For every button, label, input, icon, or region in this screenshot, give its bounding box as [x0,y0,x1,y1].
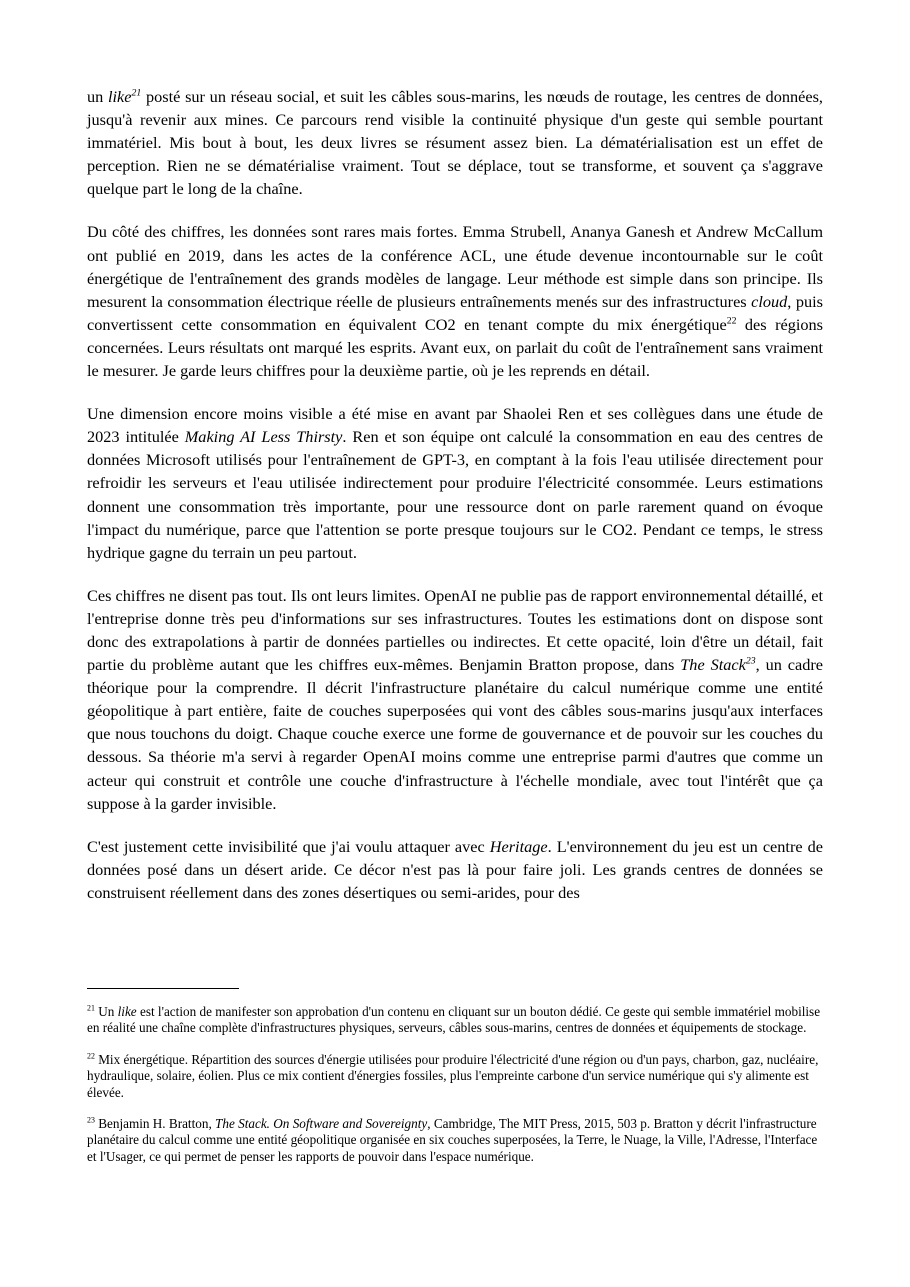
italic-text: Making AI Less Thirsty [184,427,343,447]
italic-text: like [117,1004,137,1019]
footnote-22 [87,1052,823,1101]
text-run: Mix énergétique. Répartition des sources d'énergie utilisées pour produire l'électricité d'une région ou d'un pays, charbon, gaz, nucléaire, hydraulique, solaire, éolien. Plus ce mix contient d'énergies fossiles, plus l'empreinte carbone d'un service numérique qui s'y alimente est élevée. [87,1051,819,1100]
text-run: Ces chiffres ne disent pas tout. Ils ont leurs limites. OpenAI ne publie pas de rapport environnemental détaillé, et l'entreprise donne très peu d'informations sur ses infrastructures. Toutes les estimations dont on dispose sont donc des extrapolations à partir de données partielles ou indirectes. Et cette opacité, loin d'être un détail, fait partie du problème autant que les chiffres eux-mêmes. Benjamin Bratton propose, dans [87,585,823,675]
text-run: , un cadre théorique pour la comprendre. Il décrit l'infrastructure planétaire du calcul numérique comme une entité géopolitique à part entière, faite de couches superposées qui vont des câbles sous-marins jusqu'aux interfaces que nous touchons du doigt. Chaque couche exerce une forme de gouvernance et de pouvoir sur les couches du dessous. Sa théorie m'a servi à regarder OpenAI moins comme une entreprise parmi d'autres que comme un acteur qui construit et contrôle une couche d'infrastructure à l'échelle mondiale, avec tout l'intérêt que ça suppose à la garder invisible. [87,655,824,813]
italic-text: Heritage [489,836,548,856]
text-run: . L'environnement du jeu est un centre de données posé dans un désert aride. Ce décor n'est pas là pour faire joli. Les grands centres de données se construisent réellement dans des zones désertiques ou semi-arides, pour des [87,836,823,902]
footnote-ref: 21 [131,87,142,99]
italic-text: cloud [751,291,788,311]
text-run: . Ren et son équipe ont calculé la consommation en eau des centres de données Microsoft utilisés pour l'entraînement de GPT-3, en comptant à la fois l'eau utilisée directement pour refroidir les serveurs et l'eau utilisée indirectement pour produire l'électricité consommée. Leurs estimations donnent une consommation très importante, pour une ressource dont on parle rarement quand on évoque l'impact du numérique, parce que l'attention se porte presque toujours sur le CO2. Pendant ce temps, le stress hydrique gagne du terrain un peu partout. [87,427,823,562]
text-run: Du côté des chiffres, les données sont rares mais fortes. Emma Strubell, Ananya Ganesh et Andrew McCallum ont publié en 2019, dans les actes de la conférence ACL, une étude devenue incontournable sur le coût énergétique de l'entraînement des grands modèles de langage. Leur méthode est simple dans son principe. Ils mesurent la consommation électrique réelle de plusieurs entraînements menés sur des infrastructures [87,222,823,311]
text-run: un [87,87,108,106]
text-run: Un [94,1004,118,1019]
paragraph-4 [87,584,823,815]
text-run: , Cambridge, The MIT Press, 2015, 503 p. Bratton y décrit l'infrastructure planétaire du calcul comme une entité géopolitique organisée en six couches superposées, la Terre, le Nuage, la Ville, l'Adresse, l'Interface et l'Usager, ce qui permet de penser les rapports de pouvoir dans l'espace numérique. [87,1116,818,1164]
text-run: posté sur un réseau social, et suit les câbles sous-marins, les nœuds de routage, les centres de données, jusqu'à revenir aux mines. Ce parcours rend visible la continuité physique d'un geste qui semble pourtant immatériel. Mis bout à bout, les deux livres se résument assez bien. La dématérialisation est un effet de perception. Rien ne se dématérialise vraiment. Tout se déplace, tout se transforme, et souvent ça s'aggrave quelque part le long de la chaîne. [87,87,823,199]
footnote-21 [87,1004,823,1037]
text-run: des régions concernées. Leurs résultats ont marqué les esprits. Avant eux, on parlait du coût de l'entraînement sans vraiment le mesurer. Je garde leurs chiffres pour la deuxième partie, où je les reprends en détail. [87,314,823,381]
italic-text: The Stack [680,655,746,675]
text-run: Une dimension encore moins visible a été mise en avant par Shaolei Ren et ses collègues dans une étude de 2023 intitulée [87,404,823,447]
footnote-ref: 23 [87,1115,95,1125]
footnote-23 [87,1116,823,1165]
footnote-ref: 23 [745,655,756,667]
text-run: Benjamin H. Bratton, [94,1116,216,1132]
text-run: C'est justement cette invisibilité que j'ai voulu attaquer avec [87,836,490,856]
footnote-ref: 22 [87,1051,95,1061]
footnote-ref: 21 [87,1003,95,1013]
italic-text: The Stack. On Software and Sovereignty [215,1116,428,1132]
text-run: , puis convertissent cette consommation en équivalent CO2 en tenant compte du mix énergétique [87,291,823,334]
footnote-separator [87,988,239,989]
paragraph-1 [87,85,823,200]
italic-text: like [108,87,132,106]
paragraph-3 [87,402,823,564]
paragraph-5 [87,835,823,904]
text-run: est l'action de manifester son approbation d'un contenu en cliquant sur un bouton dédié. Ce geste qui semble immatériel mobilise en réalité une chaîne complète d'infrastructures physiques, serveurs, câbles sous-marins, centres de données et équipements de stockage. [87,1004,821,1036]
document-body [87,85,823,924]
footnote-ref: 22 [726,315,737,327]
footnotes-section [87,988,823,1180]
paragraph-2 [87,220,823,382]
